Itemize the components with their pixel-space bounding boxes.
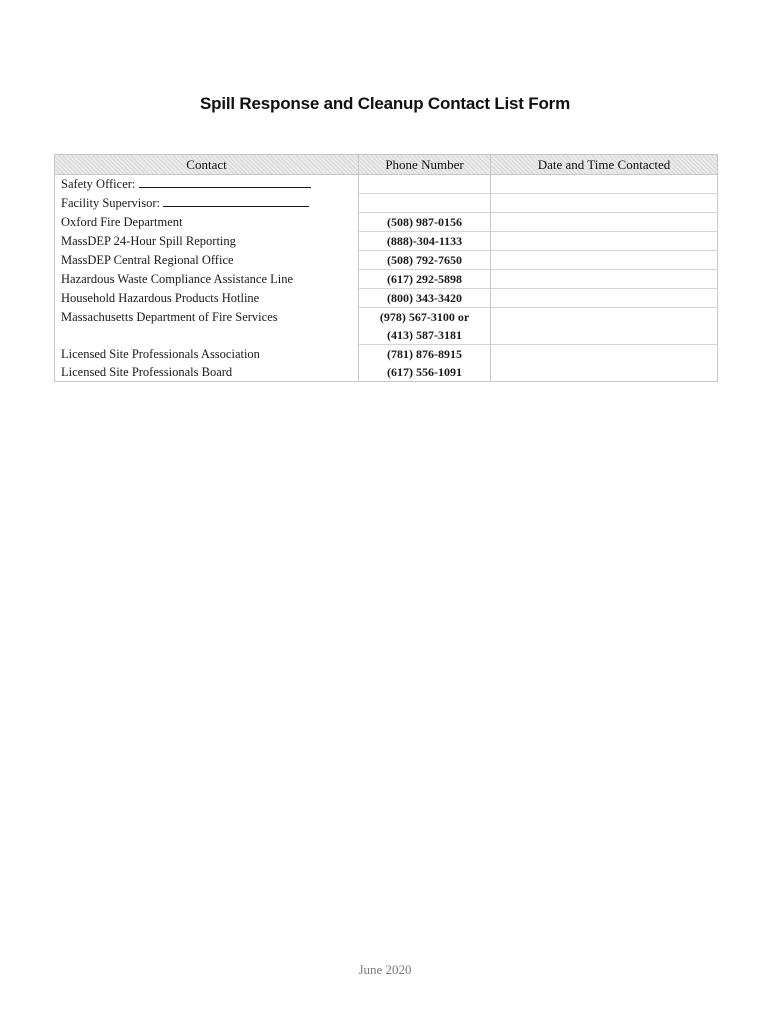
phone-number: (888)-304-1133 [386, 234, 463, 248]
contact-cell: Licensed Site Professionals Association [55, 345, 359, 364]
phone-number: (978) 567-3100 or [379, 310, 470, 324]
contact-cell: MassDEP 24-Hour Spill Reporting [55, 232, 359, 251]
table-row [55, 270, 718, 289]
phone-cell [359, 345, 491, 364]
table-row [55, 251, 718, 270]
phone-number-alt: (413) 587-3181 [387, 328, 462, 342]
contact-label: Safety Officer: [61, 177, 139, 191]
phone-number: (800) 343-3420 [387, 291, 462, 305]
phone-cell [359, 270, 491, 289]
phone-number: (508) 987-0156 [387, 215, 462, 229]
phone-cell [359, 289, 491, 308]
phone-number: (508) 792-7650 [387, 253, 462, 267]
table-row [55, 289, 718, 308]
contact-cell [55, 194, 359, 213]
phone-cell [359, 251, 491, 270]
date-contacted-cell[interactable] [491, 175, 718, 194]
fill-in-line[interactable] [139, 177, 311, 188]
phone-number: (617) 556-1091 [387, 365, 462, 379]
phone-cell [359, 194, 491, 213]
fill-in-line[interactable] [163, 196, 309, 207]
date-contacted-cell[interactable] [491, 270, 718, 289]
contact-cell: MassDEP Central Regional Office [55, 251, 359, 270]
table-row [55, 345, 718, 364]
table-header-row [55, 155, 718, 175]
table-row [55, 232, 718, 251]
contact-cell: Licensed Site Professionals Board [55, 363, 359, 382]
phone-number: (617) 292-5898 [387, 272, 462, 286]
date-contacted-cell[interactable] [491, 213, 718, 232]
date-contacted-cell[interactable] [491, 345, 718, 364]
footer-date: June 2020 [358, 962, 412, 977]
phone-cell [359, 175, 491, 194]
date-contacted-cell[interactable] [491, 194, 718, 213]
phone-cell [359, 308, 491, 345]
header-date-contacted: Date and Time Contacted [491, 155, 718, 175]
header-contact: Contact [55, 155, 359, 175]
date-contacted-cell[interactable] [491, 251, 718, 270]
date-contacted-cell[interactable] [491, 363, 718, 382]
phone-cell [359, 232, 491, 251]
header-phone: Phone Number [359, 155, 491, 175]
contact-table [54, 154, 718, 382]
date-contacted-cell[interactable] [491, 308, 718, 345]
contact-cell [55, 175, 359, 194]
contact-cell: Hazardous Waste Compliance Assistance Line [55, 270, 359, 289]
table-row [55, 194, 718, 213]
page-title: Spill Response and Cleanup Contact List Form [200, 94, 570, 113]
table-row [55, 213, 718, 232]
date-contacted-cell[interactable] [491, 232, 718, 251]
table-row [55, 175, 718, 194]
table-row [55, 363, 718, 382]
table-row [55, 308, 718, 345]
phone-number: (781) 876-8915 [387, 347, 462, 361]
contact-cell: Oxford Fire Department [55, 213, 359, 232]
contact-cell: Household Hazardous Products Hotline [55, 289, 359, 308]
contact-label: Facility Supervisor: [61, 195, 164, 210]
contact-cell: Massachusetts Department of Fire Services [55, 308, 359, 345]
phone-cell [359, 213, 491, 232]
phone-cell [359, 363, 491, 382]
date-contacted-cell[interactable] [491, 289, 718, 308]
